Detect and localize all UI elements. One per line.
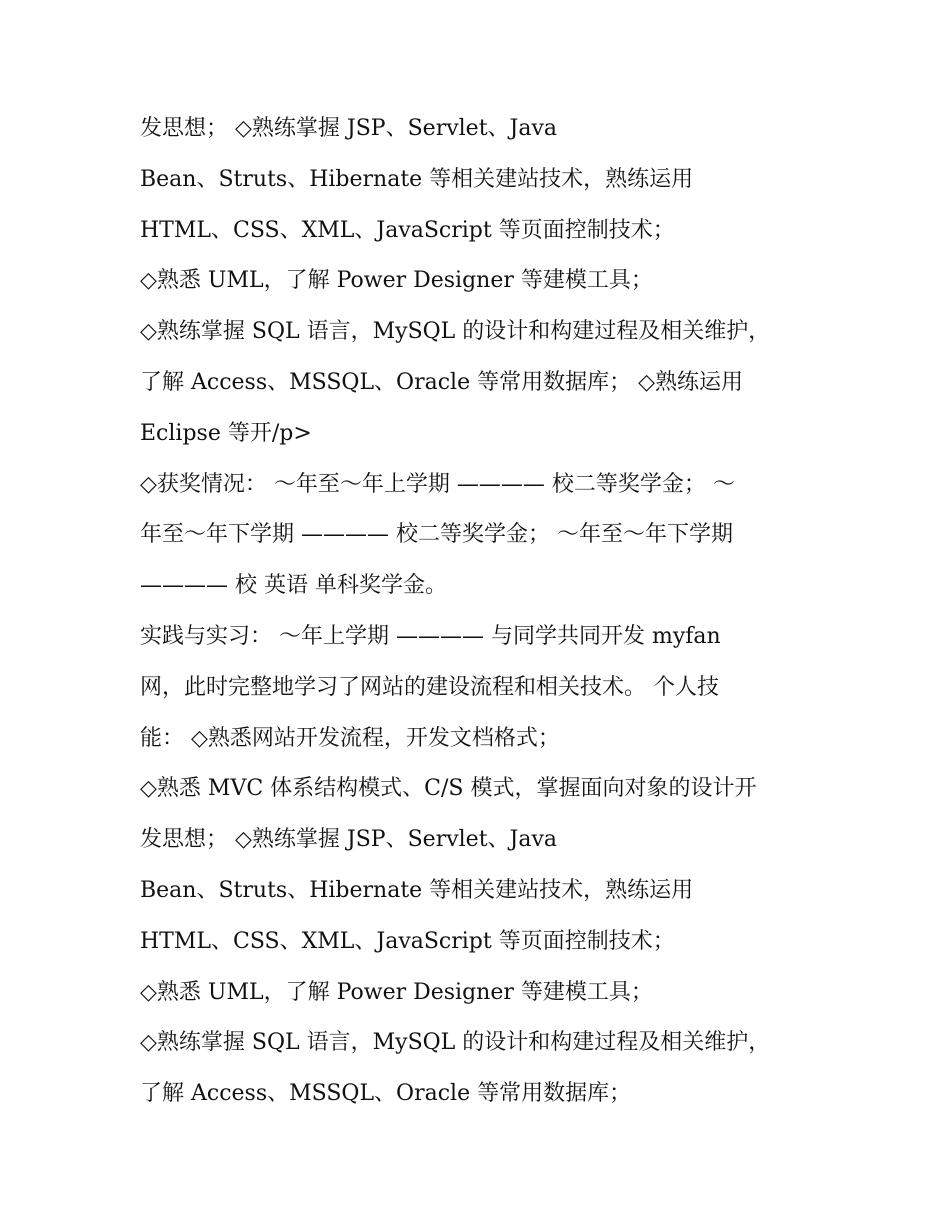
text-line: Bean、Struts、Hibernate 等相关建站技术，熟练运用 <box>140 166 694 192</box>
text-line: Bean、Struts、Hibernate 等相关建站技术，熟练运用 <box>140 877 694 903</box>
text-line: 发思想； ◇熟练掌握 JSP、Servlet、Java <box>140 827 558 853</box>
text-line: 了解 Access、MSSQL、Oracle 等常用数据库； ◇熟练运用 <box>140 369 744 395</box>
document-body <box>140 104 820 1120</box>
text-line: HTML、CSS、XML、JavaScript 等页面控制技术； <box>140 217 675 243</box>
text-line: Eclipse 等开/p> <box>140 420 312 446</box>
text-line: 年至～年下学期 ———— 校二等奖学金； ～年至～年下学期 <box>140 522 733 548</box>
text-line: 能： ◇熟悉网站开发流程，开发文档格式； <box>140 725 560 751</box>
text-line: 发思想； ◇熟练掌握 JSP、Servlet、Java <box>140 116 558 141</box>
text-line: ◇熟悉 UML，了解 Power Designer 等建模工具； <box>140 268 653 294</box>
text-line: ◇熟悉 MVC 体系结构模式、C/S 模式，掌握面向对象的设计开 <box>140 776 757 802</box>
text-line: ◇熟悉 UML，了解 Power Designer 等建模工具； <box>140 979 653 1005</box>
text-line: 了解 Access、MSSQL、Oracle 等常用数据库； <box>140 1081 632 1107</box>
text-line: ◇获奖情况： ～年至～年上学期 ———— 校二等奖学金； ～ <box>140 471 735 497</box>
text-line: 网，此时完整地学习了网站的建设流程和相关技术。 个人技 <box>140 674 719 700</box>
text-line: 实践与实习： ～年上学期 ———— 与同学共同开发 myfan <box>140 623 721 649</box>
text-line: ◇熟练掌握 SQL 语言，MySQL 的设计和构建过程及相关维护， <box>140 319 771 345</box>
text-line: HTML、CSS、XML、JavaScript 等页面控制技术； <box>140 928 675 954</box>
text-line: ———— 校 英语 单科奖学金。 <box>140 573 447 599</box>
text-line: ◇熟练掌握 SQL 语言，MySQL 的设计和构建过程及相关维护， <box>140 1030 771 1056</box>
